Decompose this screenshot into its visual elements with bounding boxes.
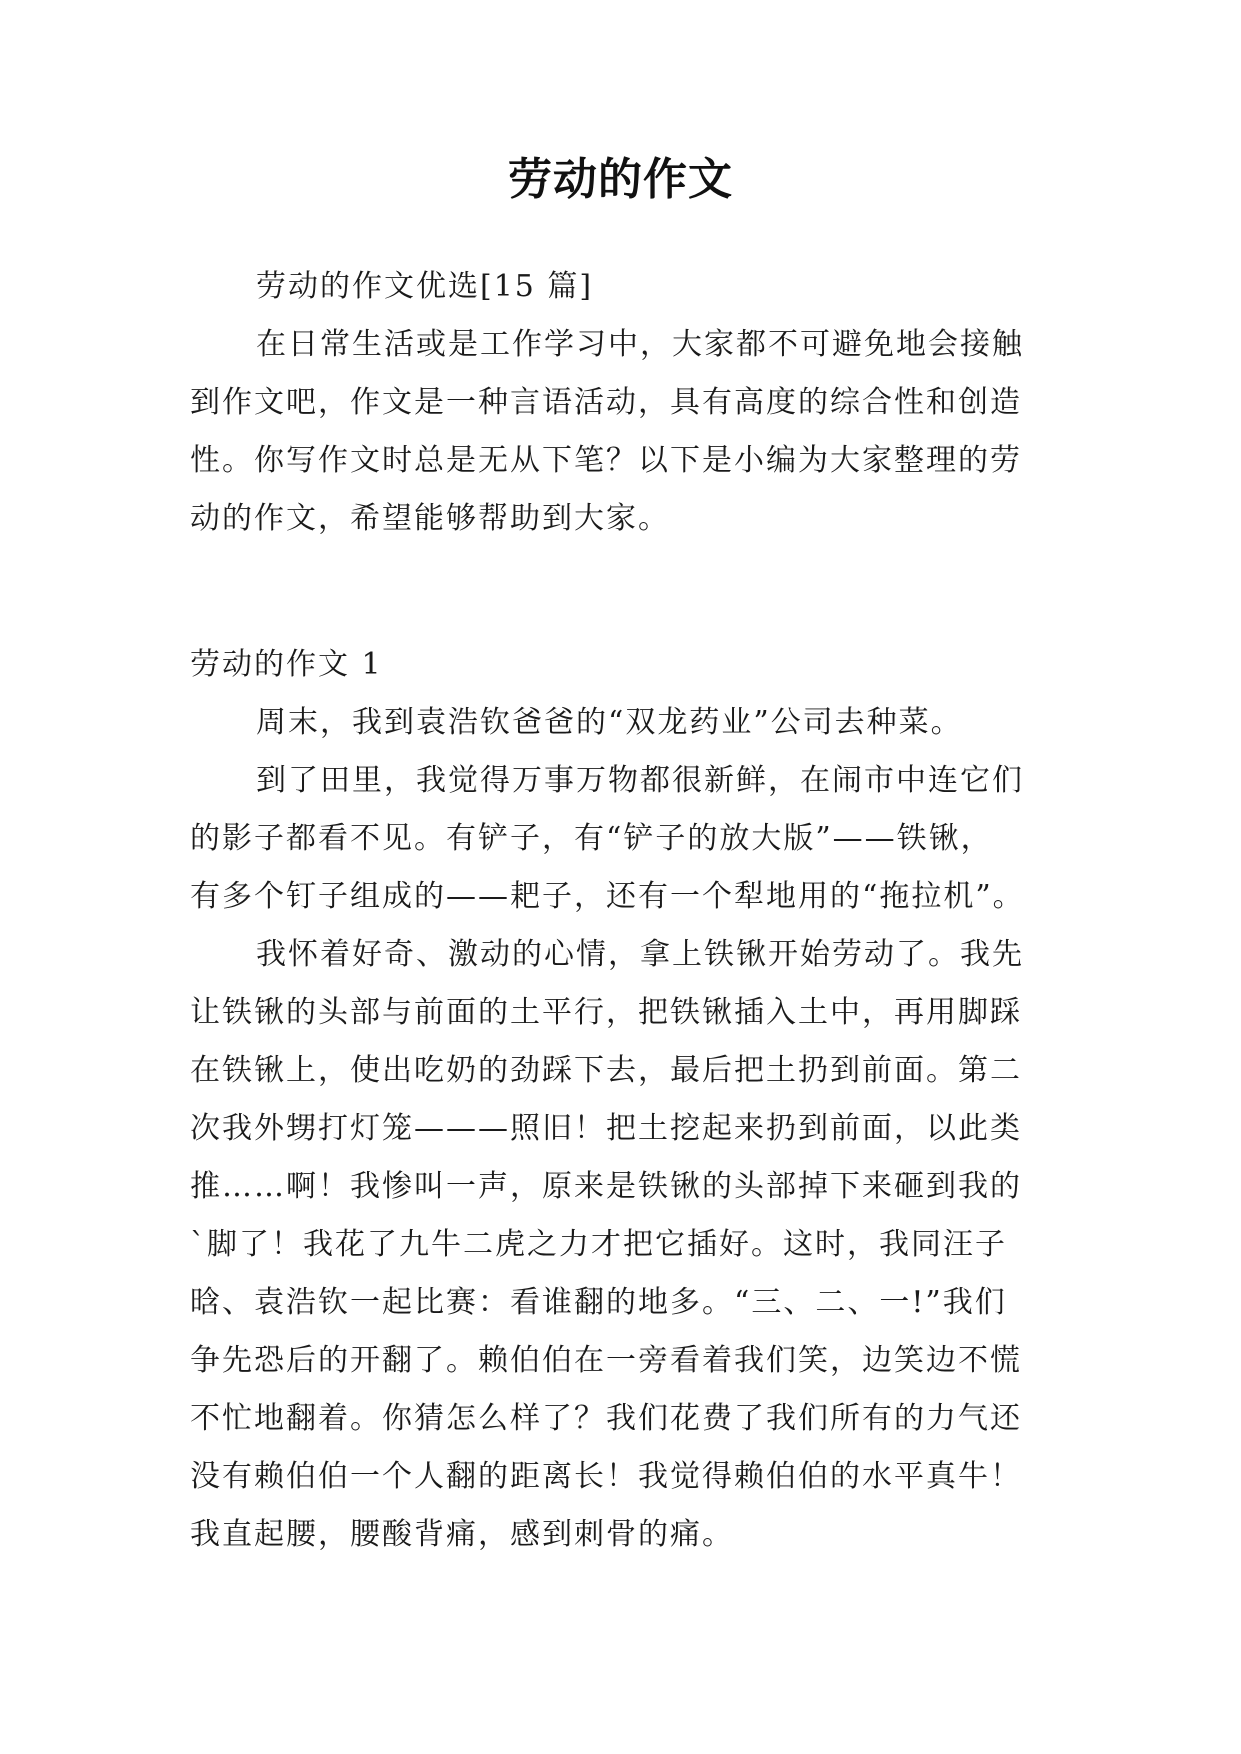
intro-line: 性。你写作文时总是无从下笔？以下是小编为大家整理的劳	[190, 443, 1022, 478]
paragraph-line: 没有赖伯伯一个人翻的距离长！我觉得赖伯伯的水平真牛！	[190, 1459, 1022, 1494]
paragraph-line: `脚了！我花了九牛二虎之力才把它插好。这时，我同汪子	[190, 1227, 1007, 1262]
paragraph-line: 次我外甥打灯笼———照旧！把土挖起来扔到前面，以此类	[190, 1111, 1022, 1146]
paragraph-line: 让铁锹的头部与前面的土平行，把铁锹插入土中，再用脚踩	[190, 995, 1022, 1030]
paragraph-line: 推……啊！我惨叫一声，原来是铁锹的头部掉下来砸到我的	[190, 1169, 1022, 1204]
paragraph-line: 不忙地翻着。你猜怎么样了？我们花费了我们所有的力气还	[190, 1401, 1022, 1436]
paragraph-line: 我直起腰，腰酸背痛，感到刺骨的痛。	[190, 1517, 734, 1552]
intro-block	[190, 258, 1050, 548]
intro-line: 劳动的作文优选[15 篇]	[256, 269, 594, 304]
paragraph-line: 周末，我到袁浩钦爸爸的“双龙药业”公司去种菜。	[256, 705, 963, 740]
paragraph-line: 我怀着好奇、激动的心情，拿上铁锹开始劳动了。我先	[256, 937, 1024, 972]
paragraph-line: 晗、袁浩钦一起比赛：看谁翻的地多。“三、二、一!”我们	[190, 1285, 1007, 1320]
intro-line: 到作文吧，作文是一种言语活动，具有高度的综合性和创造	[190, 385, 1022, 420]
section-heading: 劳动的作文 1	[190, 647, 383, 682]
intro-line: 在日常生活或是工作学习中，大家都不可避免地会接触	[256, 327, 1024, 362]
paragraph-line: 争先恐后的开翻了。赖伯伯在一旁看着我们笑，边笑边不慌	[190, 1343, 1022, 1378]
intro-line: 动的作文，希望能够帮助到大家。	[190, 501, 670, 536]
paragraph-line: 有多个钉子组成的——耙子，还有一个犁地用的“拖拉机”。	[190, 879, 1025, 914]
paragraph-line: 的影子都看不见。有铲子，有“铲子的放大版”——铁锹，	[190, 821, 993, 856]
section-block	[190, 636, 1050, 1564]
document-title: 劳动的作文	[508, 154, 733, 205]
paragraph-line: 到了田里，我觉得万事万物都很新鲜，在闹市中连它们	[256, 763, 1024, 798]
paragraph-line: 在铁锹上，使出吃奶的劲踩下去，最后把土扔到前面。第二	[190, 1053, 1022, 1088]
